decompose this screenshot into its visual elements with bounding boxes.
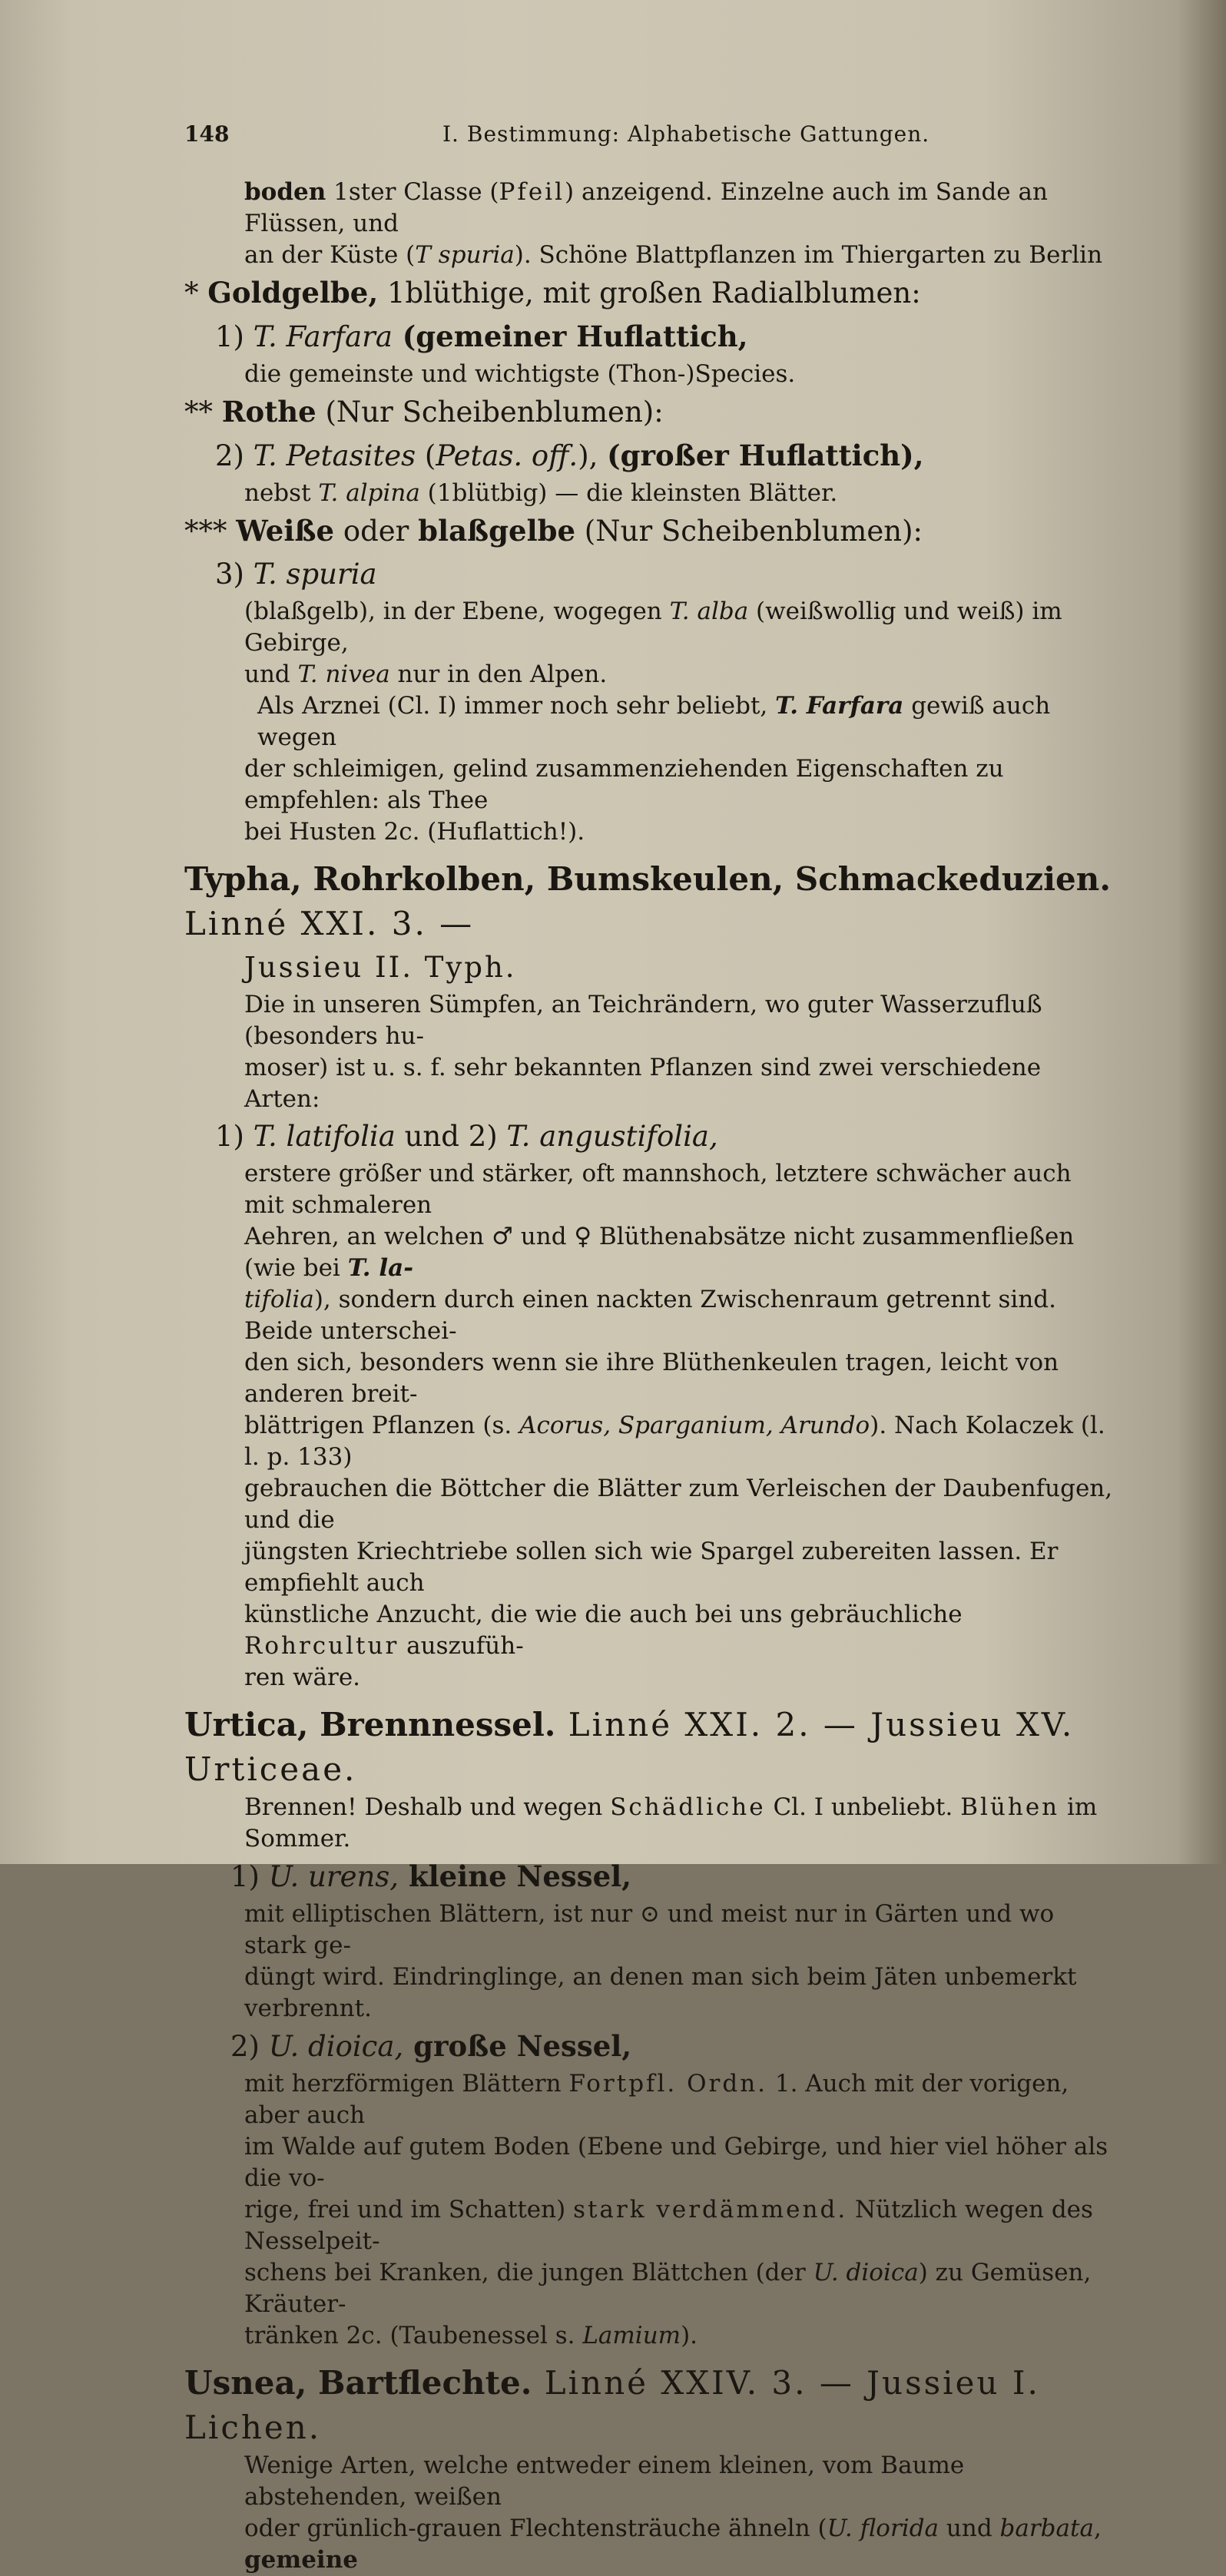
text-run: (	[416, 439, 436, 472]
text-run: ),	[578, 439, 608, 472]
text-line: Wenige Arten, welche entweder einem kleinen, vom Baume abstehenden, weißen	[244, 2452, 965, 2511]
group-heading-goldgelbe	[184, 271, 1114, 315]
text-run: im	[1059, 1793, 1098, 1821]
text-line	[184, 2068, 1114, 2131]
text-line: der schleimigen, gelind zusammenziehenden Eigenschaften zu empfehlen: als Thee	[244, 755, 1004, 814]
text-run: gewiß auch wegen	[257, 692, 1051, 751]
entry-title: Typha, Rohrkolben, Bumskeulen, Schmackeduzien.	[184, 860, 1111, 898]
text-run: nebst	[244, 479, 319, 507]
running-head	[184, 121, 1037, 152]
text-run: schens bei Kranken, die jungen Blättchen (der	[244, 2259, 813, 2286]
text-line	[184, 2513, 1114, 2576]
text-run: blättrigen Pflanzen (s.	[244, 1412, 520, 1439]
latin-name: T. Farfara	[253, 320, 393, 353]
text-run: Aehren, an welchen ♂ und ♀ Blüthenabsätze nicht zusammenfließen (wie bei	[244, 1223, 1075, 1282]
group-title: Rothe	[221, 395, 316, 429]
latin-name: barbata	[999, 2515, 1094, 2542]
entry-title: Usnea, Bartflechte.	[184, 2364, 532, 2402]
text-line	[184, 240, 1114, 271]
text-run: Cl. I unbeliebt.	[765, 1793, 961, 1821]
text-line: erstere größer und stärker, oft mannshoch, letztere schwächer auch mit schmaleren	[244, 1160, 1072, 1219]
spaced-word: Pfeil	[499, 178, 565, 206]
text-run: mit herzförmigen Blättern	[244, 2070, 569, 2098]
text-run: oder grünlich-grauen Flechtensträuche ähneln (	[244, 2515, 827, 2542]
item-number: 2)	[215, 439, 253, 472]
item-number: 2)	[230, 2030, 269, 2063]
text-run: tränken 2c. (Taubenessel s.	[244, 2322, 583, 2349]
german-name: kleine Nessel,	[399, 1859, 632, 1893]
text-run: (blaßgelb), in der Ebene, wogegen	[244, 598, 670, 625]
text-run: ) zu Gemüsen, Kräuter-	[244, 2259, 1092, 2318]
text-run: ), sondern durch einen nackten Zwischenraum getrennt sind. Beide unterschei-	[244, 1286, 1057, 1345]
text-run: auszufüh-	[399, 1632, 524, 1660]
text-line: bei Husten 2c. (Huflattich!).	[244, 818, 585, 846]
latin-name: Lamium	[582, 2322, 681, 2349]
text-run: rige, frei und im Schatten)	[244, 2196, 574, 2223]
text-line	[184, 659, 1114, 690]
item-number: 3)	[215, 558, 253, 591]
text-run: Als Arznei (Cl. I) immer noch sehr beliebt,	[257, 692, 776, 720]
star-mark: *	[184, 276, 208, 310]
latin-name: T. latifolia	[253, 1120, 396, 1153]
text-run: 1ster Classe (	[326, 178, 499, 206]
text-run: ). Schöne Blattpflanzen im Thiergarten zu Berlin	[514, 241, 1103, 269]
entry-title: Urtica, Brennnessel.	[184, 1706, 556, 1743]
text-run: ) anzeigend. Einzelne auch im Sande an Flüssen, und	[244, 178, 1048, 237]
text-line: gebrauchen die Böttcher die Blätter zum Verleischen der Daubenfugen, und die	[244, 1475, 1113, 1534]
item-number: 1)	[215, 1120, 253, 1153]
item-number: 1)	[215, 320, 253, 353]
latin-name: T. Petasites	[253, 439, 416, 472]
spaced-word: Rohrcultur	[244, 1632, 399, 1660]
species-heading	[184, 1855, 1114, 1899]
species-heading	[184, 553, 1114, 596]
item-number: 1)	[230, 1860, 269, 1893]
text-line	[184, 478, 1114, 509]
text-run: und	[939, 2515, 1000, 2542]
text-run: und	[395, 1120, 469, 1153]
latin-name: tifolia	[244, 1286, 314, 1313]
classification-line	[184, 946, 1114, 989]
spaced-word: Fortpfl. Ordn.	[568, 2070, 768, 2098]
species-heading	[184, 1115, 1114, 1158]
text-line: den sich, besonders wenn sie ihre Blüthenkeulen tragen, leicht von anderen breit-	[244, 1349, 1059, 1408]
latin-name: U. dioica,	[268, 2030, 404, 2063]
text-line	[184, 1284, 1114, 1347]
latin-name: T. spuria	[253, 558, 377, 591]
entry-heading-usnea	[184, 2361, 1114, 2450]
group-title: Goldgelbe,	[207, 276, 379, 310]
text-line	[184, 1792, 1114, 1823]
text-line: Sommer.	[244, 1825, 351, 1853]
text-line	[184, 1599, 1114, 1662]
text-run: (Nur Scheibenblumen):	[316, 396, 664, 429]
latin-name: U. dioica	[813, 2259, 919, 2286]
bold-word: gemeine	[244, 2546, 358, 2574]
latin-name: Acorus, Sparganium, Arundo	[519, 1412, 870, 1439]
group-title: Weiße	[236, 514, 335, 548]
text-run: Brennen! Deshalb und wegen	[244, 1793, 611, 1821]
text-line	[184, 690, 1114, 753]
text-line: mit elliptischen Blättern, ist nur ⊙ und meist nur in Gärten und wo stark ge-	[244, 1900, 1055, 1959]
page-body	[184, 177, 1114, 2576]
latin-name: T. angustifolia,	[506, 1120, 718, 1153]
running-title: I. Bestimmung: Alphabetische Gattungen.	[442, 121, 930, 147]
text-line: die gemeinste und wichtigste (Thon-)Species.	[244, 360, 796, 388]
species-heading	[184, 315, 1114, 359]
latin-name: T spuria	[415, 241, 515, 269]
german-name: große Nessel,	[403, 2029, 632, 2063]
text-run: (1blütbig) — die kleinsten Blätter.	[419, 479, 838, 507]
group-heading-rothe	[184, 390, 1114, 434]
text-run: 1blüthige, mit großen Radialblumen:	[378, 276, 921, 310]
species-heading	[184, 434, 1114, 478]
classification: Linné XXI. 2. — Jussieu XV. Urticeae.	[184, 1706, 1075, 1788]
classification: Linné XXI. 3. —	[184, 905, 475, 942]
text-run: nur in den Alpen.	[389, 661, 608, 688]
classification: Linné XXIV. 3. — Jussieu I. Lichen.	[184, 2364, 1040, 2446]
text-line: ren wäre.	[244, 1664, 361, 1691]
latin-name: T. alba	[669, 598, 749, 625]
text-run: ). Nach Kolaczek (l. l. p. 133)	[244, 1412, 1105, 1471]
spaced-word: Schädliche	[610, 1793, 766, 1821]
text-run: (weißwollig und weiß) im Gebirge,	[244, 598, 1062, 657]
item-number: 2)	[468, 1120, 507, 1153]
bold-word: boden	[244, 178, 326, 206]
latin-name: T. Farfara	[775, 692, 904, 720]
german-name: (großer Huflattich),	[607, 439, 924, 472]
text-line: jüngsten Kriechtriebe sollen sich wie Spargel zubereiten lassen. Er empfiehlt auch	[244, 1538, 1059, 1597]
text-run: an der Küste (	[244, 241, 416, 269]
text-line: im Walde auf gutem Boden (Ebene und Gebirge, und hier viel höher als die vo-	[244, 2133, 1108, 2192]
text-line	[184, 596, 1114, 659]
text-run: 1. Auch mit der vorigen, aber auch	[244, 2070, 1069, 2129]
group-heading-weisse	[184, 509, 1114, 553]
star-mark: ***	[184, 515, 237, 548]
german-name: (gemeiner Huflattich,	[392, 320, 748, 353]
text-line	[184, 1221, 1114, 1284]
classification: Jussieu II. Typh.	[244, 951, 517, 984]
text-line	[184, 2194, 1114, 2257]
text-line	[184, 177, 1114, 240]
text-run: Nützlich wegen des Nesselpeit-	[244, 2196, 1093, 2255]
text-line: moser) ist u. s. f. sehr bekannten Pflanzen sind zwei verschiedene Arten:	[244, 1054, 1042, 1113]
entry-heading-urtica	[184, 1703, 1114, 1792]
text-run: ,	[1093, 2515, 1102, 2542]
text-run: ).	[681, 2322, 698, 2349]
latin-name: U. urens,	[268, 1860, 399, 1893]
text-run: und	[244, 661, 298, 688]
latin-name: T. alpina	[318, 479, 420, 507]
text-line	[184, 1410, 1114, 1473]
species-heading	[184, 2025, 1114, 2068]
text-line	[184, 2257, 1114, 2320]
text-line: Die in unseren Sümpfen, an Teichrändern, wo guter Wasserzufluß (besonders hu-	[244, 991, 1042, 1050]
page-number: 148	[184, 121, 230, 147]
star-mark: **	[184, 396, 222, 429]
latin-name: T. nivea	[297, 661, 390, 688]
spaced-word: stark verdämmend.	[573, 2196, 848, 2223]
text-line	[184, 2320, 1114, 2352]
entry-heading-typha	[184, 857, 1114, 946]
latin-name: T. la-	[347, 1254, 414, 1282]
group-title: blaßgelbe	[418, 514, 576, 548]
latin-name: Petas. off.	[436, 439, 578, 472]
text-line: düngt wird. Eindringlinge, an denen man sich beim Jäten unbemerkt verbrennt.	[244, 1963, 1077, 2022]
latin-name: U. florida	[827, 2515, 939, 2542]
text-run: (Nur Scheibenblumen):	[575, 515, 923, 548]
spaced-word: Blühen	[960, 1793, 1060, 1821]
text-run: künstliche Anzucht, die wie die auch bei uns gebräuchliche	[244, 1601, 963, 1628]
text-run: oder	[334, 515, 419, 548]
